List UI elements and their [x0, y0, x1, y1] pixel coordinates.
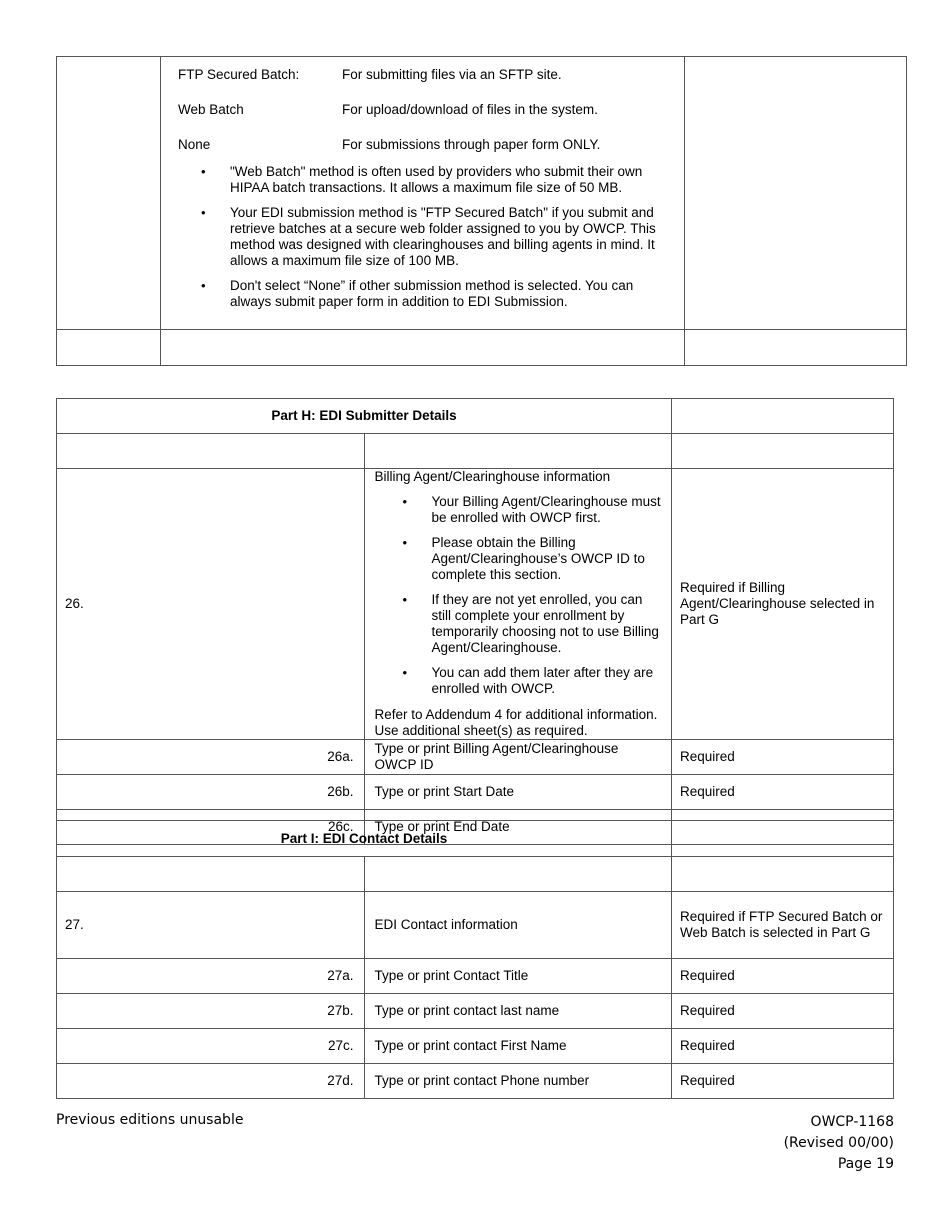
submission-methods-list — [178, 57, 672, 153]
table-row — [57, 994, 894, 1029]
footer-form-info — [784, 1112, 894, 1175]
part-h-table — [56, 398, 894, 845]
field-instruction: Type or print Start Date — [364, 775, 672, 810]
method-description: For upload/download of files in the system. — [342, 102, 598, 117]
part-h-title: Part H: EDI Submitter Details — [57, 399, 672, 434]
list-item: • Your Billing Agent/Clearinghouse must be enrolled with OWCP first. — [432, 494, 662, 526]
empty-cell — [161, 330, 685, 366]
list-item: • You can add them later after they are enrolled with OWCP. — [432, 665, 662, 697]
billing-agent-notes-list — [375, 494, 662, 697]
row-number: 27. — [57, 892, 365, 959]
row-number: 26a. — [57, 740, 365, 775]
list-item: • If they are not yet enrolled, you can still complete your enrollment by temporarily choosing not to use Billing Agent/Clearinghouse. — [432, 592, 662, 656]
requirement-text: Required — [672, 959, 894, 994]
empty-cell — [57, 57, 161, 330]
footer-edition-note: Previous editions unusable — [56, 1112, 244, 1128]
list-item: • Don't select “None” if other submission method is selected. You can always submit paper form in addition to EDI Submission. — [230, 278, 672, 310]
requirement-text: Required if FTP Secured Batch or Web Batch is selected in Part G — [672, 892, 894, 959]
list-item: • Please obtain the Billing Agent/Clearinghouse’s OWCP ID to complete this section. — [432, 535, 662, 583]
addendum-note: Refer to Addendum 4 for additional information. Use additional sheet(s) as required. — [374, 707, 658, 738]
field-instruction: Type or print Billing Agent/Clearinghouse OWCP ID — [364, 740, 672, 775]
table-row — [57, 1064, 894, 1099]
table-row — [57, 775, 894, 810]
empty-cell — [685, 57, 907, 330]
empty-cell — [364, 857, 672, 892]
row-number: 26c. — [57, 810, 365, 845]
empty-cell — [672, 434, 894, 469]
page-number: Page 19 — [837, 1156, 894, 1172]
method-description: For submissions through paper form ONLY. — [342, 137, 601, 152]
part-i-table — [56, 820, 894, 1099]
requirement-text: Required — [672, 1029, 894, 1064]
requirement-text: Required if Billing Agent/Clearinghouse selected in Part G — [672, 469, 894, 740]
requirement-text: Required — [672, 775, 894, 810]
empty-cell — [672, 821, 894, 857]
field-instruction: Type or print End Date — [364, 810, 672, 845]
empty-cell — [364, 434, 672, 469]
empty-cell — [57, 434, 365, 469]
method-name: Web Batch — [178, 102, 244, 117]
field-instruction: Type or print contact last name — [364, 994, 672, 1029]
field-instruction: Type or print contact First Name — [364, 1029, 672, 1064]
field-instruction: Type or print Contact Title — [364, 959, 672, 994]
list-item: • "Web Batch" method is often used by providers who submit their own HIPAA batch transactions. It allows a maximum file size of 50 MB. — [230, 164, 672, 196]
row-number: 26. — [57, 469, 365, 740]
requirement-text: Required — [672, 994, 894, 1029]
empty-cell — [57, 330, 161, 366]
part-i-title: Part I: EDI Contact Details — [57, 821, 672, 857]
method-notes-list — [178, 164, 672, 310]
method-name: FTP Secured Batch: — [178, 67, 300, 82]
requirement-text: Required — [672, 740, 894, 775]
field-instruction: EDI Contact information — [364, 892, 672, 959]
row-number: 26b. — [57, 775, 365, 810]
row-number: 27c. — [57, 1029, 365, 1064]
section-heading: Billing Agent/Clearinghouse information — [374, 469, 611, 484]
empty-cell — [57, 857, 365, 892]
part-g-continued-table — [56, 56, 907, 366]
method-description: For submitting files via an SFTP site. — [342, 67, 562, 82]
empty-cell — [672, 857, 894, 892]
row-number: 27a. — [57, 959, 365, 994]
method-name: None — [178, 137, 211, 152]
row-number: 27b. — [57, 994, 365, 1029]
billing-agent-info-cell — [364, 469, 672, 740]
form-number: OWCP-1168 — [810, 1114, 894, 1130]
field-instruction: Type or print contact Phone number — [364, 1064, 672, 1099]
list-item: • Your EDI submission method is "FTP Secured Batch" if you submit and retrieve batches at a secure web folder assigned to you by OWCP. This method was designed with clearinghouses and billing agents in mind. It allows a maximum file size of 100 MB. — [230, 205, 672, 269]
table-row — [57, 959, 894, 994]
row-number: 27d. — [57, 1064, 365, 1099]
empty-cell — [685, 330, 907, 366]
empty-cell — [672, 399, 894, 434]
revision-date: (Revised 00/00) — [783, 1135, 894, 1151]
submission-methods-cell — [161, 57, 685, 330]
table-row — [57, 740, 894, 775]
table-row — [57, 1029, 894, 1064]
requirement-text: Required — [672, 1064, 894, 1099]
